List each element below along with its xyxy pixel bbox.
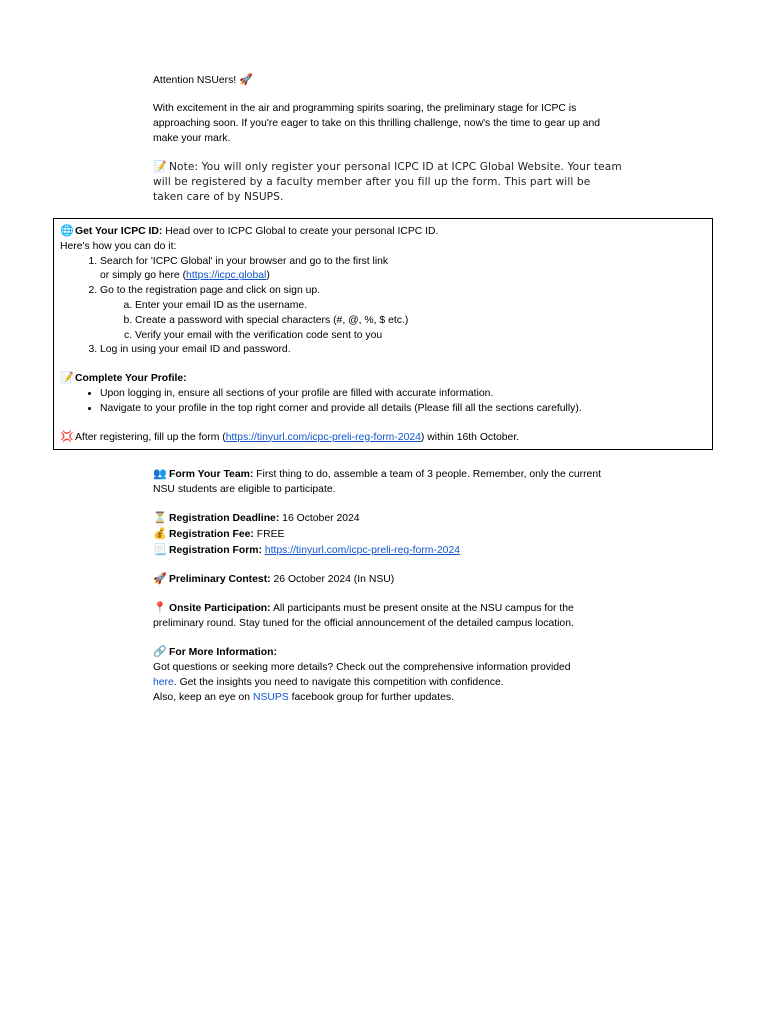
onsite-paragraph <box>153 600 623 631</box>
contest-value: 26 October 2024 (In NSU) <box>270 574 395 585</box>
collision-icon: 💢 <box>60 429 74 443</box>
profile-item-2: • Navigate to your profile in the top right corner and provide all details (Please fill all the sections carefully). <box>100 402 706 417</box>
money-bag-icon: 💰 <box>153 527 167 540</box>
profile-heading <box>60 371 706 387</box>
after-register-line <box>60 430 706 446</box>
note-text: You will only register your personal ICPC ID at ICPC Global Website. Your team will be registered by a faculty member after you fill up the form. This part will be taken care of by NSUPS. <box>153 161 622 203</box>
deadline-line <box>153 510 623 526</box>
more-info-line-3 <box>153 690 623 705</box>
contest-label: Preliminary Contest: <box>169 574 271 585</box>
step-3: 3. Log in using your email ID and password. <box>100 343 706 358</box>
more-line-3-post: facebook group for further updates. <box>288 692 454 703</box>
profile-list <box>60 387 706 417</box>
contest-line <box>153 571 623 587</box>
greeting-line <box>153 72 623 88</box>
how-to-line: Here's how you can do it: <box>60 240 177 252</box>
greeting-text: Attention NSUers! <box>153 75 237 86</box>
note-paragraph <box>153 159 623 205</box>
step-1-line-2-pre: or simply go here ( <box>100 270 187 282</box>
step-2-c: c. Verify your email with the verification code sent to you <box>135 329 706 344</box>
deadline-label: Registration Deadline: <box>169 513 280 524</box>
pin-icon: 📍 <box>153 601 167 614</box>
step-2 <box>100 284 706 343</box>
more-info-line-2 <box>153 675 623 690</box>
get-id-line <box>60 224 706 240</box>
more-info-line-1: Got questions or seeking more details? Check out the comprehensive information provided <box>153 662 571 673</box>
people-icon: 👥 <box>153 467 167 480</box>
here-link[interactable]: here <box>153 677 174 688</box>
registration-form-link-box[interactable]: https://tinyurl.com/icpc-preli-reg-form-2024 <box>225 431 421 443</box>
registration-form-link[interactable]: https://tinyurl.com/icpc-preli-reg-form-2024 <box>264 545 461 556</box>
document-icon: 📃 <box>153 543 167 556</box>
link-icon: 🔗 <box>153 645 167 658</box>
rocket-icon: 🚀 <box>239 73 253 86</box>
step-2-b: b. Create a password with special characters (#, @, %, $ etc.) <box>135 314 706 329</box>
more-label: For More Information: <box>169 647 277 658</box>
team-text: First thing to do, assemble a team of 3 people. Remember, only the current NSU students are eligible to participate. <box>153 469 601 495</box>
profile-item-1: • Upon logging in, ensure all sections of your profile are filled with accurate information. <box>100 387 706 402</box>
memo-icon: 📝 <box>153 160 167 173</box>
form-line <box>153 542 623 558</box>
step-2-sublist <box>100 299 706 343</box>
more-line-2-text: . Get the insights you need to navigate this competition with confidence. <box>173 677 504 688</box>
intro-section <box>153 72 623 205</box>
get-id-label: Get Your ICPC ID: <box>75 226 163 237</box>
after-pre: After registering, fill up the form ( <box>75 431 226 443</box>
icpc-global-link[interactable]: https://icpc.global <box>186 270 267 282</box>
nsups-link[interactable]: NSUPS <box>252 692 289 703</box>
after-post: ) within 16th October. <box>420 431 520 443</box>
memo-icon: 📝 <box>60 371 74 385</box>
steps-list <box>60 255 706 359</box>
team-paragraph <box>153 466 623 497</box>
team-label: Form Your Team: <box>169 469 254 480</box>
step-1-line-2-post: ) <box>266 270 270 282</box>
onsite-label: Onsite Participation: <box>169 603 271 614</box>
fee-value: FREE <box>253 529 285 540</box>
details-section <box>153 466 623 705</box>
deadline-value: 16 October 2024 <box>279 513 360 524</box>
step-2-a: a. Enter your email ID as the username. <box>135 299 706 314</box>
step-2-text: Go to the registration page and click on sign up. <box>100 285 321 297</box>
more-line-3-pre: Also, keep an eye on <box>153 692 253 703</box>
get-id-text: Head over to ICPC Global to create your personal ICPC ID. <box>162 226 439 237</box>
fee-line <box>153 526 623 542</box>
fee-label: Registration Fee: <box>169 529 254 540</box>
globe-icon: 🌐 <box>60 224 74 237</box>
profile-label: Complete Your Profile: <box>75 373 187 385</box>
step-1 <box>100 255 706 285</box>
hourglass-icon: ⏳ <box>153 511 167 524</box>
note-label: Note: <box>169 161 199 173</box>
icpc-id-instructions-box <box>53 218 713 450</box>
more-info-heading <box>153 644 623 660</box>
step-1-line-1: Search for 'ICPC Global' in your browser and go to the first link <box>100 255 389 267</box>
form-label: Registration Form: <box>169 545 262 556</box>
rocket-icon: 🚀 <box>153 572 167 585</box>
onsite-text: All participants must be present onsite at the NSU campus for the preliminary round. Stay tuned for the official announcement of the detailed campus location. <box>153 603 574 629</box>
intro-paragraph: With excitement in the air and programming spirits soaring, the preliminary stage for ICPC is approaching soon. If you're eager to take on this thrilling challenge, now's the time to gear up and make your mark. <box>153 103 601 144</box>
